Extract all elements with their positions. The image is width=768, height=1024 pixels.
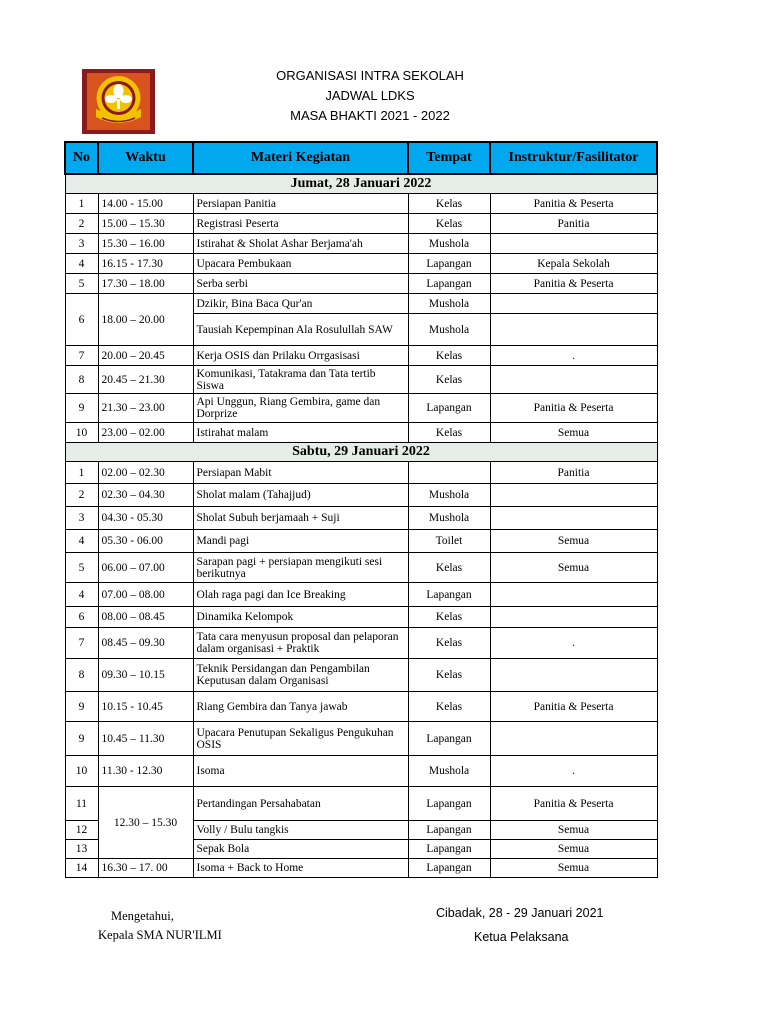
cell-no: 10 — [65, 756, 98, 787]
cell-place: Mushola — [408, 314, 490, 346]
cell-no: 2 — [65, 214, 98, 234]
cell-place: Lapangan — [408, 840, 490, 859]
cell-time: 23.00 – 02.00 — [98, 423, 193, 443]
cell-time: 17.30 – 18.00 — [98, 274, 193, 294]
cell-place: Lapangan — [408, 722, 490, 756]
cell-activity: Tausiah Kepempinan Ala Rosulullah SAW — [193, 314, 408, 346]
cell-place: Kelas — [408, 628, 490, 659]
cell-time: 05.30 - 06.00 — [98, 530, 193, 553]
table-row — [65, 507, 657, 530]
cell-activity: Persiapan Panitia — [193, 194, 408, 214]
cell-activity: Mandi pagi — [193, 530, 408, 553]
table-row — [65, 692, 657, 722]
table-row — [65, 628, 657, 659]
cell-place: Lapangan — [408, 821, 490, 840]
cell-time: 06.00 – 07.00 — [98, 553, 193, 583]
cell-place: Lapangan — [408, 859, 490, 878]
cell-instructor: Panitia & Peserta — [490, 274, 657, 294]
cell-place: Lapangan — [408, 583, 490, 607]
section-row — [65, 174, 657, 194]
cell-instructor — [490, 484, 657, 507]
footer-principal: Kepala SMA NUR'ILMI — [98, 928, 222, 942]
table-row — [65, 366, 657, 394]
cell-activity: Komunikasi, Tatakrama dan Tata tertib Siswa — [193, 366, 408, 394]
document-header — [150, 66, 590, 126]
column-header-place: Tempat — [408, 142, 490, 174]
cell-activity: Registrasi Peserta — [193, 214, 408, 234]
cell-time: 02.30 – 04.30 — [98, 484, 193, 507]
cell-no: 6 — [65, 607, 98, 628]
cell-activity: Istirahat & Sholat Ashar Berjama'ah — [193, 234, 408, 254]
cell-no: 8 — [65, 366, 98, 394]
cell-instructor: Semua — [490, 821, 657, 840]
cell-instructor — [490, 507, 657, 530]
cell-time: 09.30 – 10.15 — [98, 659, 193, 692]
table-row — [65, 294, 657, 314]
cell-place: Lapangan — [408, 274, 490, 294]
cell-place: Kelas — [408, 194, 490, 214]
cell-time: 10.15 - 10.45 — [98, 692, 193, 722]
cell-time: 16.30 – 17. 00 — [98, 859, 193, 878]
cell-instructor: Semua — [490, 840, 657, 859]
cell-no: 4 — [65, 254, 98, 274]
cell-place: Lapangan — [408, 787, 490, 821]
cell-instructor: Kepala Sekolah — [490, 254, 657, 274]
osis-emblem-icon — [82, 69, 155, 134]
table-row — [65, 214, 657, 234]
cell-activity: Kerja OSIS dan Prilaku Orrgasisasi — [193, 346, 408, 366]
cell-activity: Tata cara menyusun proposal dan pelaporan dalam organisasi + Praktik — [193, 628, 408, 659]
cell-instructor: Semua — [490, 553, 657, 583]
cell-no: 5 — [65, 553, 98, 583]
footer-place-date: Cibadak, 28 - 29 Januari 2021 — [436, 906, 604, 920]
cell-no: 6 — [65, 294, 98, 346]
table-row — [65, 530, 657, 553]
table-row — [65, 234, 657, 254]
cell-no: 12 — [65, 821, 98, 840]
cell-place: Kelas — [408, 692, 490, 722]
cell-no: 4 — [65, 583, 98, 607]
cell-time: 07.00 – 08.00 — [98, 583, 193, 607]
table-row — [65, 423, 657, 443]
cell-instructor — [490, 583, 657, 607]
cell-no: 13 — [65, 840, 98, 859]
cell-time: 12.30 – 15.30 — [98, 787, 193, 859]
table-row — [65, 484, 657, 507]
cell-instructor: Panitia & Peserta — [490, 692, 657, 722]
schedule-table — [64, 141, 658, 878]
table-row — [65, 346, 657, 366]
section-title: Jumat, 28 Januari 2022 — [65, 174, 657, 194]
cell-instructor — [490, 294, 657, 314]
table-row — [65, 254, 657, 274]
cell-instructor: Panitia & Peserta — [490, 194, 657, 214]
cell-time: 04.30 - 05.30 — [98, 507, 193, 530]
cell-no: 7 — [65, 346, 98, 366]
table-row — [65, 859, 657, 878]
cell-activity: Upacara Penutupan Sekaligus Pengukuhan OSIS — [193, 722, 408, 756]
cell-instructor: Panitia & Peserta — [490, 787, 657, 821]
section-row — [65, 443, 657, 462]
cell-no: 10 — [65, 423, 98, 443]
cell-place: Toilet — [408, 530, 490, 553]
cell-activity: Persiapan Mabit — [193, 462, 408, 484]
column-header-time: Waktu — [98, 142, 193, 174]
cell-place: Kelas — [408, 346, 490, 366]
cell-time: 10.45 – 11.30 — [98, 722, 193, 756]
cell-activity: Serba serbi — [193, 274, 408, 294]
cell-activity: Volly / Bulu tangkis — [193, 821, 408, 840]
table-row — [65, 787, 657, 821]
cell-instructor: Semua — [490, 530, 657, 553]
cell-place: Mushola — [408, 756, 490, 787]
cell-place: Lapangan — [408, 254, 490, 274]
cell-activity: Upacara Pembukaan — [193, 254, 408, 274]
cell-activity: Teknik Persidangan dan Pengambilan Keputusan dalam Organisasi — [193, 659, 408, 692]
cell-place: Mushola — [408, 234, 490, 254]
table-row — [65, 274, 657, 294]
schedule-body — [65, 174, 657, 878]
cell-instructor: Semua — [490, 859, 657, 878]
cell-no: 9 — [65, 692, 98, 722]
table-row — [65, 194, 657, 214]
table-row — [65, 553, 657, 583]
cell-no: 7 — [65, 628, 98, 659]
table-row — [65, 462, 657, 484]
table-row — [65, 659, 657, 692]
cell-activity: Dzikir, Bina Baca Qur'an — [193, 294, 408, 314]
cell-time: 15.00 – 15.30 — [98, 214, 193, 234]
header-org: ORGANISASI INTRA SEKOLAH — [276, 68, 464, 83]
cell-no: 8 — [65, 659, 98, 692]
cell-no: 9 — [65, 722, 98, 756]
cell-activity: Dinamika Kelompok — [193, 607, 408, 628]
footer-committee-head: Ketua Pelaksana — [474, 930, 569, 944]
section-title: Sabtu, 29 Januari 2022 — [65, 443, 657, 462]
cell-time: 20.45 – 21.30 — [98, 366, 193, 394]
cell-no: 3 — [65, 507, 98, 530]
cell-no: 14 — [65, 859, 98, 878]
cell-no: 5 — [65, 274, 98, 294]
cell-no: 3 — [65, 234, 98, 254]
cell-instructor: Panitia — [490, 462, 657, 484]
column-header-activity: Materi Kegiatan — [193, 142, 408, 174]
cell-place: Kelas — [408, 366, 490, 394]
cell-place: Kelas — [408, 214, 490, 234]
cell-instructor: . — [490, 346, 657, 366]
table-row — [65, 607, 657, 628]
cell-instructor — [490, 659, 657, 692]
cell-activity: Api Unggun, Riang Gembira, game dan Dorprize — [193, 394, 408, 423]
column-header-no: No — [65, 142, 98, 174]
cell-instructor: . — [490, 628, 657, 659]
table-row — [65, 583, 657, 607]
cell-time: 08.00 – 08.45 — [98, 607, 193, 628]
cell-time: 16.15 - 17.30 — [98, 254, 193, 274]
cell-place: Mushola — [408, 507, 490, 530]
column-header-instructor: Instruktur/Fasilitator — [490, 142, 657, 174]
cell-instructor: Semua — [490, 423, 657, 443]
osis-logo — [82, 69, 155, 134]
cell-no: 4 — [65, 530, 98, 553]
cell-time: 21.30 – 23.00 — [98, 394, 193, 423]
cell-activity: Sepak Bola — [193, 840, 408, 859]
table-header-row — [65, 142, 657, 174]
cell-instructor: Panitia & Peserta — [490, 394, 657, 423]
cell-instructor — [490, 366, 657, 394]
cell-time: 02.00 – 02.30 — [98, 462, 193, 484]
cell-time: 15.30 – 16.00 — [98, 234, 193, 254]
header-title: JADWAL LDKS — [325, 88, 415, 103]
cell-time: 20.00 – 20.45 — [98, 346, 193, 366]
cell-activity: Olah raga pagi dan Ice Breaking — [193, 583, 408, 607]
cell-place: Kelas — [408, 607, 490, 628]
cell-instructor — [490, 607, 657, 628]
cell-place: Mushola — [408, 294, 490, 314]
cell-activity: Sholat Subuh berjamaah + Suji — [193, 507, 408, 530]
cell-instructor — [490, 722, 657, 756]
cell-activity: Sarapan pagi + persiapan mengikuti sesi berikutnya — [193, 553, 408, 583]
cell-instructor — [490, 314, 657, 346]
table-row — [65, 394, 657, 423]
cell-no: 2 — [65, 484, 98, 507]
cell-time: 14.00 - 15.00 — [98, 194, 193, 214]
cell-activity: Isoma — [193, 756, 408, 787]
cell-instructor: Panitia — [490, 214, 657, 234]
table-row — [65, 722, 657, 756]
cell-instructor: . — [490, 756, 657, 787]
cell-place: Lapangan — [408, 394, 490, 423]
cell-activity: Sholat malam (Tahajjud) — [193, 484, 408, 507]
cell-no: 9 — [65, 394, 98, 423]
cell-time: 08.45 – 09.30 — [98, 628, 193, 659]
cell-time: 18.00 – 20.00 — [98, 294, 193, 346]
table-row — [65, 756, 657, 787]
cell-instructor — [490, 234, 657, 254]
cell-place — [408, 462, 490, 484]
cell-activity: Riang Gembira dan Tanya jawab — [193, 692, 408, 722]
cell-time: 11.30 - 12.30 — [98, 756, 193, 787]
cell-no: 11 — [65, 787, 98, 821]
cell-activity: Isoma + Back to Home — [193, 859, 408, 878]
cell-activity: Pertandingan Persahabatan — [193, 787, 408, 821]
cell-place: Kelas — [408, 659, 490, 692]
header-period: MASA BHAKTI 2021 - 2022 — [290, 108, 450, 123]
cell-no: 1 — [65, 194, 98, 214]
footer-acknowledged: Mengetahui, — [111, 909, 174, 923]
cell-place: Kelas — [408, 423, 490, 443]
cell-place: Mushola — [408, 484, 490, 507]
cell-place: Kelas — [408, 553, 490, 583]
cell-activity: Istirahat malam — [193, 423, 408, 443]
cell-no: 1 — [65, 462, 98, 484]
